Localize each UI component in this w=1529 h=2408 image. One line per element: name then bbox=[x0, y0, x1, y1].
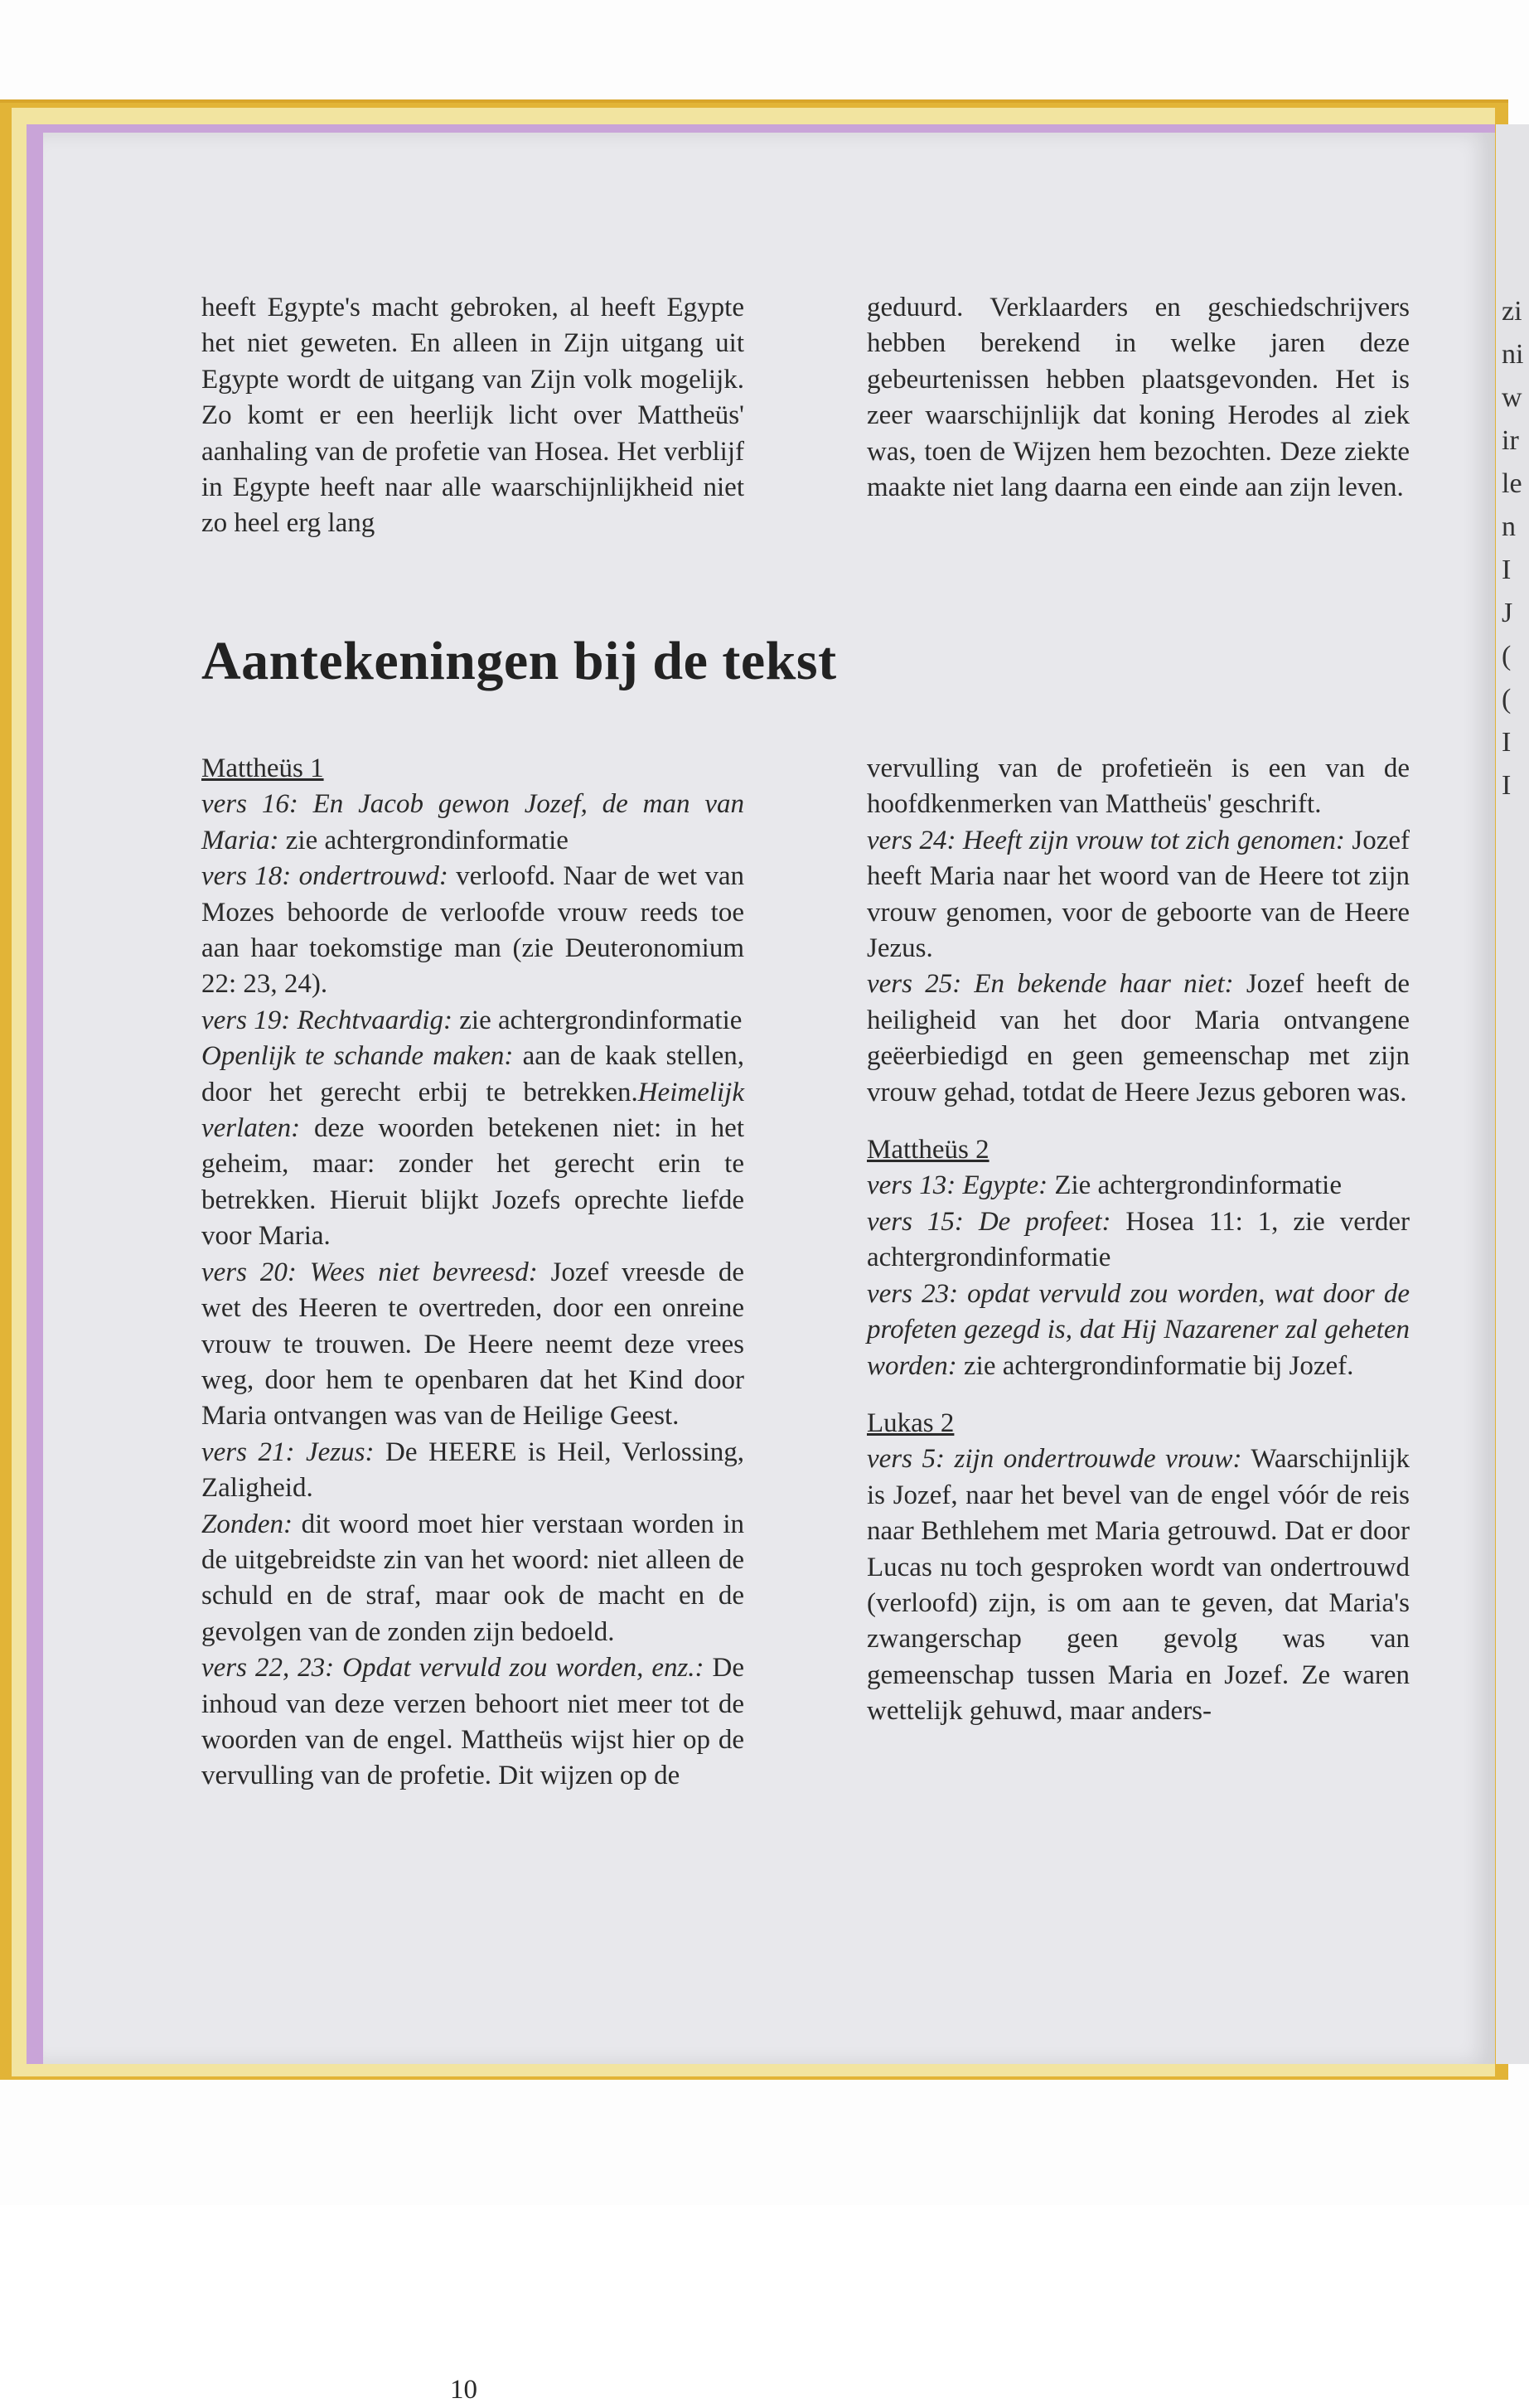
note-v20: vers 20: Wees niet bevreesd: Jozef vreesde de wet des Heeren te overtreden, door een onreine vrouw te trouwen. De Heere neemt deze vrees weg, door hem te openbaren dat het Kind door Maria ontvangen was van de Heilige Geest. bbox=[201, 1257, 745, 1432]
note-v18: vers 18: ondertrouwd: verloofd. Naar de wet van Mozes behoorde de verloofde vrouw reeds toe aan haar toekomstige man (zie Deuteronomium 22: 23, 24). bbox=[201, 861, 744, 1000]
note-v5: vers 5: zijn ondertrouwde vrouw: Waarschijnlijk is Jozef, naar het bevel van de engel vóór de reis naar Bethlehem met Maria getrouwd. Dat er door Lucas nu toch gesproken wordt van ondertrouwd (verloofd) zijn, is om aan te geven, dat Maria's zwangerschap geen gevolg was van gemeenschap tussen Maria en Jozef. Ze waren wettelijk gehuwd, maar anders- bbox=[867, 1444, 1410, 1727]
section-title-matt2: Mattheüs 2 bbox=[867, 1135, 989, 1165]
section-title-matt1: Mattheüs 1 bbox=[201, 753, 324, 783]
section-heading: Aantekeningen bij de tekst bbox=[201, 631, 837, 691]
note-intro: vervulling van de profetieën is een van de hoofdkenmerken van Mattheüs' geschrift. bbox=[867, 753, 1410, 820]
note-v16: vers 16: En Jacob gewon Jozef, de man van Maria: zie achtergrondinformatie bbox=[201, 789, 744, 855]
right-top-paragraph: geduurd. Verklaarders en geschiedschrijvers hebben berekend in welke jaren deze gebeurtenissen hebben plaatsgevonden. Het is zeer waarschijnlijk dat koning Herodes al ziek was, toen de Wijzen hem bezochten. Deze ziekte maakte niet lang daarna een einde aan zijn leven. bbox=[867, 293, 1410, 503]
note-v13: vers 13: Egypte: Zie achtergrondinformatie bbox=[867, 1170, 1342, 1201]
note-v24: vers 24: Heeft zijn vrouw tot zich genomen: Jozef heeft Maria naar het woord van de Heere tot zijn vrouw genomen, voor de geboorte van de Heere Jezus. bbox=[867, 825, 1410, 964]
left-notes-column bbox=[201, 751, 744, 1795]
next-page-letters: zi ni w ir le n I J ( ( I I bbox=[1502, 296, 1524, 801]
note-v19: vers 19: Rechtvaardig: zie achtergrondinformatie bbox=[201, 1005, 743, 1035]
page-number: 10 bbox=[450, 2375, 477, 2405]
note-v25: vers 25: En bekende haar niet: Jozef heeft de heiligheid van het door Maria ontvangene geëerbiedigd en geen gemeenschap met zijn vrouw gehad, totdat de Heere Jezus geboren was. bbox=[867, 969, 1410, 1107]
note-v21: vers 21: Jezus: De HEERE is Heil, Verlossing, Zaligheid. bbox=[201, 1437, 745, 1504]
note-zonden: Zonden: dit woord moet hier verstaan worden in de uitgebreidste zin van het woord: niet alleen de schuld en de straf, maar ook de macht en de gevolgen van de zonden zijn bedoeld. bbox=[201, 1509, 744, 1647]
left-top-paragraph: heeft Egypte's macht gebroken, al heeft Egypte het niet geweten. En alleen in Zijn uitgang uit Egypte wordt de uitgang van Zijn volk mogelijk. Zo komt er een heerlijk licht over Mattheüs' aanhaling van de profetie van Hosea. Het verblijf in Egypte heeft naar alle waarschijnlijkheid niet zo heel erg lang bbox=[201, 293, 744, 539]
note-v15: vers 15: De profeet: Hosea 11: 1, zie verder achtergrondinformatie bbox=[867, 1206, 1410, 1273]
note-v23: vers 23: opdat vervuld zou worden, wat door de profeten gezegd is, dat Hij Nazarener zal geheten worden: zie achtergrondinformatie bij Jozef. bbox=[867, 1278, 1410, 1381]
section-title-luk2: Lukas 2 bbox=[867, 1407, 955, 1438]
right-notes-column bbox=[867, 751, 1410, 1730]
note-v22: vers 22, 23: Opdat vervuld zou worden, enz.: De inhoud van deze verzen behoort niet meer tot de woorden van de engel. Mattheüs wijst hier op de vervulling van de profetie. Dit wijzen op de bbox=[201, 1653, 744, 1791]
note-openlijk: Openlijk te schande maken: aan de kaak stellen, door het gerecht erbij te betrekken.Heimelijk verlaten: deze woorden betekenen niet: in het geheim, maar: zonder het gerecht erin te betrekken. Hieruit blijkt Jozefs oprechte liefde voor Maria. bbox=[201, 1041, 744, 1252]
